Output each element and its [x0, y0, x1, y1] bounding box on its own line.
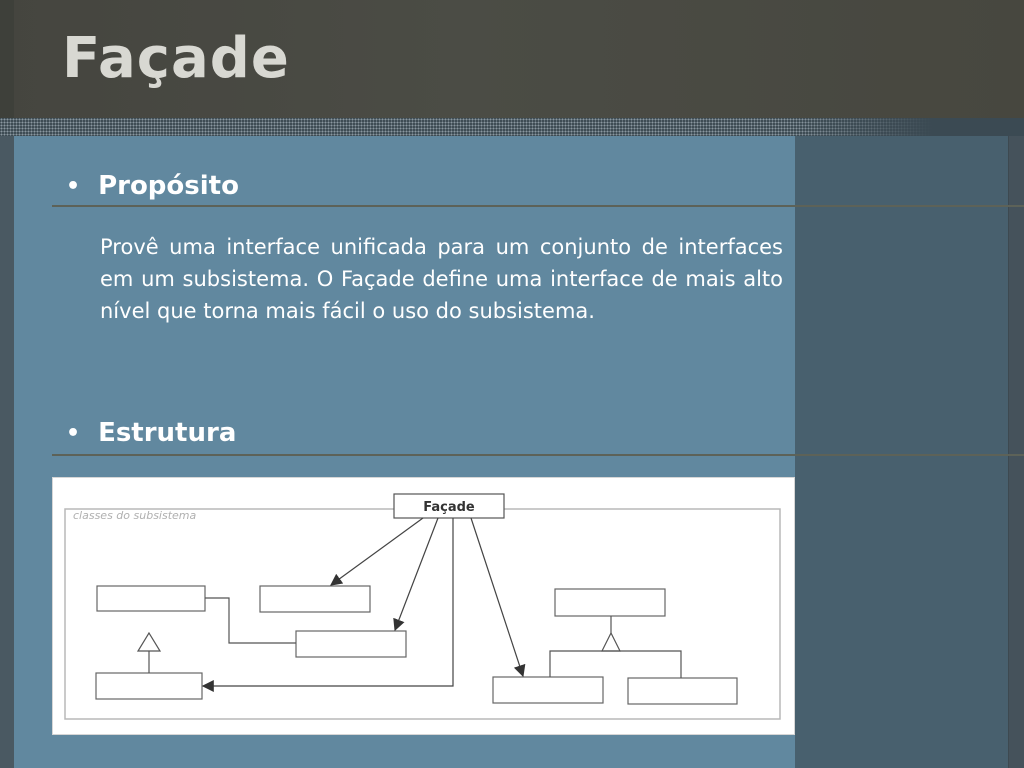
heading-estrutura: Estrutura [98, 418, 237, 448]
subsystem-class [628, 678, 737, 704]
purpose-text: Provê uma interface unificada para um conjunto de interfaces em um subsistema. O Façade define uma interface de mais alto nível que torna mais fácil o uso do subsistema. [100, 235, 783, 323]
inheritance-triangle [138, 633, 160, 651]
right-column [1008, 136, 1024, 768]
subsystem-class [260, 586, 370, 612]
subsystem-class [493, 677, 603, 703]
subsystem-class [97, 586, 205, 611]
heading-rule [52, 454, 1024, 456]
title-edge [0, 0, 14, 118]
heading-rule [52, 205, 1024, 207]
bullet-estrutura [66, 418, 236, 448]
right-panel [795, 136, 1024, 768]
title-bar [0, 0, 1024, 118]
left-strip [0, 136, 14, 768]
facade-arrow [471, 518, 523, 676]
subsystem-class [555, 589, 665, 616]
bullet-proposito [66, 171, 239, 201]
bullet-icon: • [66, 420, 81, 446]
bullet-icon: • [66, 173, 81, 199]
subsystem-label: classes do subsistema [73, 509, 197, 522]
inheritance-line [550, 651, 681, 678]
subsystem-class [296, 631, 406, 657]
facade-label: Façade [423, 500, 475, 515]
slide-title: Façade [62, 26, 290, 91]
uml-diagram [53, 478, 794, 734]
inheritance-triangle [602, 633, 620, 651]
subsystem-class [96, 673, 202, 699]
facade-arrow [395, 518, 438, 630]
heading-proposito: Propósito [98, 171, 239, 201]
dotted-band [0, 118, 1024, 136]
facade-arrow [331, 518, 423, 585]
structure-diagram [52, 477, 795, 735]
